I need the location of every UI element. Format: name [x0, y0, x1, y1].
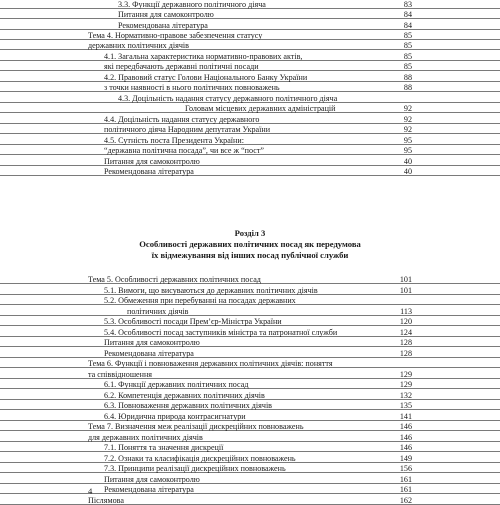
entry-title: Рекомендована література [104, 167, 194, 176]
entry-page-number: 101 [399, 275, 412, 284]
entry-title: 4.1. Загальна характеристика нормативно-правових актів, [104, 51, 303, 61]
entry-page-number: 128 [399, 338, 412, 347]
entry-page-number: 85 [403, 62, 412, 71]
page-number: 4 [88, 486, 93, 496]
entry-page-number: 84 [403, 10, 412, 19]
toc-top-entry [0, 115, 500, 124]
entry-page-number: 124 [399, 327, 412, 337]
entry-page-number: 149 [399, 453, 412, 463]
entry-page-number: 88 [403, 83, 412, 92]
toc-bottom-entry [0, 328, 500, 337]
entry-page-number: 146 [399, 443, 412, 452]
toc-top-entry [0, 83, 500, 92]
entry-page-number: 40 [403, 156, 412, 166]
toc-bottom-entry [0, 496, 500, 505]
entry-page-number: 95 [403, 135, 412, 145]
entry-page-number: 84 [403, 20, 412, 30]
section-subtitle-line-2: їх відмежування від інших посад публічної служби [151, 250, 349, 260]
toc-bottom-entry [0, 433, 500, 442]
toc-bottom-entry [0, 338, 500, 347]
entry-title: Рекомендована література [104, 348, 194, 358]
section-heading: Розділ 3 [234, 228, 266, 238]
entry-page-number: 161 [399, 474, 412, 484]
entry-page-number: 113 [400, 306, 412, 316]
entry-title: для державних політичних діячів [88, 432, 203, 442]
entry-title: 3.3. Функції державного політичного діяча [118, 0, 266, 9]
entry-page-number: 156 [399, 464, 412, 473]
entry-page-number: 129 [399, 369, 412, 379]
entry-page-number: 92 [403, 104, 412, 113]
entry-title: 6.2. Компетенція державних політичних діячів [104, 390, 265, 400]
entry-page-number: 85 [403, 51, 412, 61]
entry-title: Післямова [88, 495, 124, 505]
entry-title: 7.3. Принципи реалізації дискреційних повноважень [104, 464, 286, 473]
entry-title: Тема 7. Визначення меж реалізації дискреційних повноважень [88, 422, 304, 431]
toc-bottom-entry [0, 380, 500, 389]
toc-top-entry [0, 157, 500, 166]
toc-top-entry [0, 41, 500, 50]
toc-top-entry [0, 10, 500, 19]
entry-page-number: 95 [403, 146, 412, 155]
entry-page-number: 85 [403, 30, 412, 40]
toc-bottom-entry [0, 454, 500, 463]
toc-bottom-entry [0, 370, 500, 379]
toc-top-entry [0, 104, 500, 113]
entry-page-number: 129 [399, 380, 412, 389]
entry-page-number: 146 [399, 432, 412, 442]
entry-page-number: 120 [399, 317, 412, 326]
entry-title: 7.2. Ознаки та класифікація дискреційних повноважень [104, 453, 296, 463]
entry-page-number: 83 [403, 0, 412, 9]
entry-title: 4.5. Сутність поста Президента України: [104, 135, 244, 145]
toc-bottom-entry [0, 359, 500, 368]
entry-title: Рекомендована література [118, 20, 208, 30]
entry-page-number: 85 [403, 41, 412, 50]
entry-title: Питання для самоконтролю [104, 338, 200, 347]
entry-title: Тема 4. Нормативно-правове забезпечення статусу [88, 30, 263, 40]
toc-top-entry [0, 73, 500, 82]
entry-title: які передбачають державні політичні посади [104, 62, 259, 71]
toc-bottom-entry [0, 464, 500, 473]
entry-page-number: 40 [403, 167, 412, 176]
toc-bottom-entry [0, 286, 500, 295]
toc-top-entry [0, 62, 500, 71]
entry-title: Питання для самоконтролю [104, 474, 200, 484]
entry-title: 4.4. Доцільність надання статусу державного [104, 114, 260, 124]
toc-top-entry [0, 52, 500, 61]
entry-page-number: 101 [399, 285, 412, 295]
toc-bottom-entry [0, 475, 500, 484]
entry-title: Питання для самоконтролю [104, 156, 200, 166]
entry-title: 5.1. Вимоги, що висуваються до державних політичних діячів [104, 285, 318, 295]
entry-title: політичного діяча Народним депутатам України [104, 125, 271, 134]
toc-top-entry [0, 31, 500, 40]
entry-title: 5.4. Особливості посад заступників міністра та патронатної служби [104, 327, 338, 337]
toc-top-entry [0, 125, 500, 134]
entry-title: Тема 5. Особливості державних політичних посад [88, 275, 261, 284]
entry-title: державних політичних діячів [88, 41, 189, 50]
entry-title: 6.3. Повноваження державних політичних діячів [104, 401, 273, 410]
entry-title: 7.1. Поняття та значення дискреції [104, 443, 224, 452]
entry-title: 5.2. Обмеження при перебуванні на посадах державних [104, 296, 296, 305]
entry-page-number: 141 [399, 411, 412, 421]
toc-bottom-entry [0, 391, 500, 400]
toc-bottom-entry [0, 412, 500, 421]
toc-bottom-entry [0, 296, 500, 305]
toc-top-entry [0, 94, 500, 103]
entry-page-number: 162 [399, 495, 412, 505]
entry-page-number: 92 [403, 125, 412, 134]
entry-title: 6.1. Функції державних політичних посад [104, 380, 249, 389]
entry-title: Тема 6. Функції і повноваження державних політичних діячів: поняття [88, 359, 333, 368]
entry-page-number: 161 [399, 485, 412, 494]
toc-top-entry [0, 0, 500, 9]
entry-title: Рекомендована література [104, 485, 194, 494]
toc-bottom-entry [0, 443, 500, 452]
toc-bottom-entry [0, 275, 500, 284]
entry-title: 5.3. Особливості посади Прем’єр-Міністра України [104, 317, 282, 326]
entry-title: Питання для самоконтролю [118, 10, 214, 19]
entry-page-number: 88 [403, 72, 412, 82]
entry-page-number: 132 [399, 390, 412, 400]
toc-top-entry [0, 146, 500, 155]
toc-bottom-entry [0, 317, 500, 326]
toc-bottom-entry [0, 307, 500, 316]
entry-title: 4.2. Правовий статус Голови Національного Банку України [104, 72, 308, 82]
entry-title: політичних діячів [127, 306, 189, 316]
entry-page-number: 92 [403, 114, 412, 124]
toc-bottom-entry [0, 349, 500, 358]
toc-top-entry [0, 136, 500, 145]
toc-bottom-entry [0, 422, 500, 431]
toc-bottom-entry [0, 485, 500, 494]
entry-title: з точки наявності в нього політичних повноважень [104, 83, 280, 92]
entry-title: та співвідношення [88, 369, 153, 379]
entry-title: “державна політична посада”, чи все ж “пост” [104, 146, 264, 155]
entry-title: 6.4. Юридична природа контрасигнатури [104, 411, 246, 421]
entry-title: 4.3. Доцільність надання статусу державного політичного діяча [118, 93, 338, 103]
entry-page-number: 146 [399, 422, 412, 431]
entry-title: Головам місцевих державних адміністрацій [185, 104, 336, 113]
toc-top-entry [0, 21, 500, 30]
entry-page-number: 135 [399, 401, 412, 410]
section-subtitle-line-1: Особливості державних політичних посад як передумова [139, 239, 361, 249]
toc-bottom-entry [0, 401, 500, 410]
toc-top-entry [0, 167, 500, 176]
entry-page-number: 128 [399, 348, 412, 358]
